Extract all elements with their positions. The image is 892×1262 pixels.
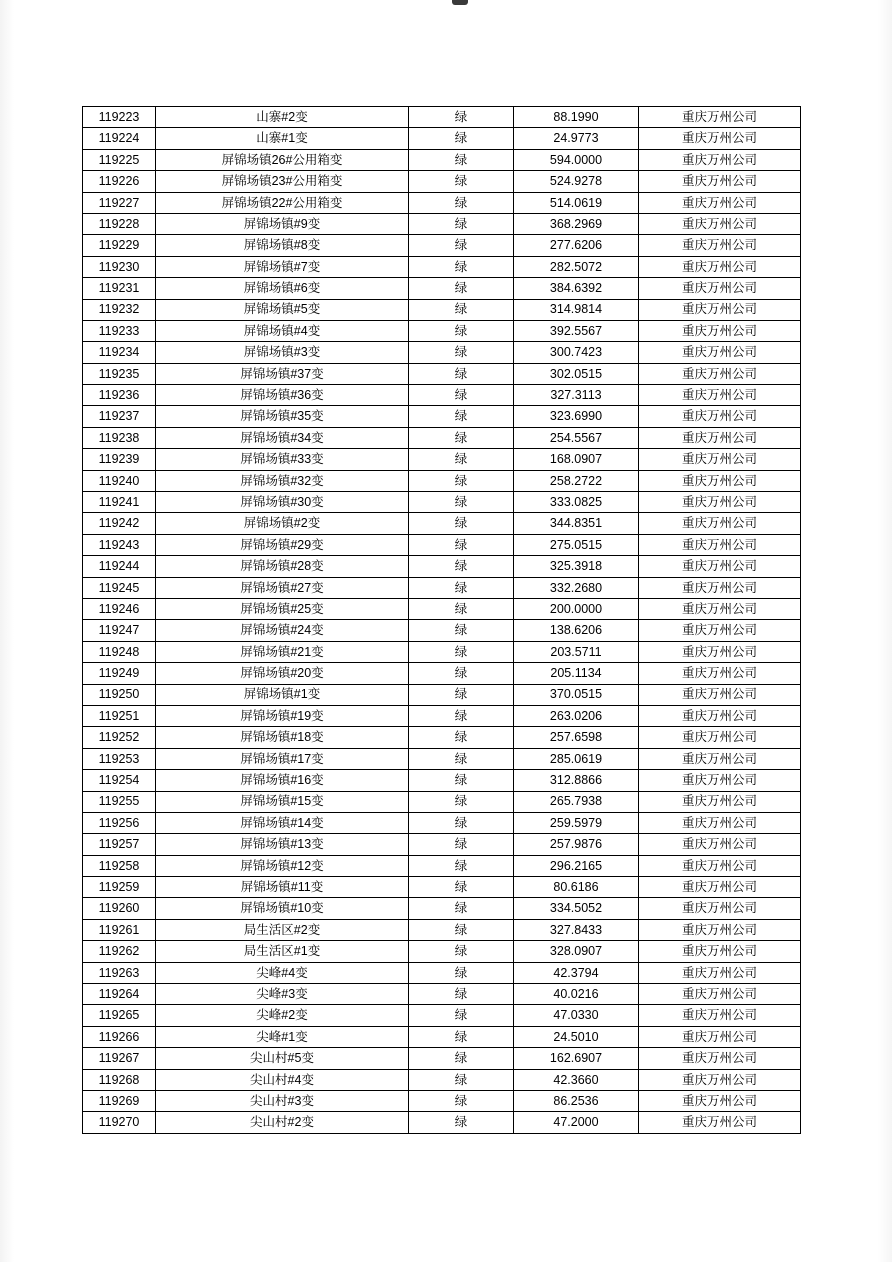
table-row: [83, 278, 801, 299]
table-row: [83, 213, 801, 234]
cell-company: 重庆万州公司: [639, 406, 801, 427]
cell-id: 119249: [83, 663, 156, 684]
cell-name: 屏锦场镇#25变: [156, 598, 409, 619]
cell-value: 254.5567: [514, 427, 639, 448]
cell-company: 重庆万州公司: [639, 235, 801, 256]
cell-value: 285.0619: [514, 748, 639, 769]
cell-status: 绿: [409, 320, 514, 341]
cell-id: 119228: [83, 213, 156, 234]
cell-value: 168.0907: [514, 449, 639, 470]
cell-id: 119232: [83, 299, 156, 320]
cell-company: 重庆万州公司: [639, 855, 801, 876]
cell-status: 绿: [409, 641, 514, 662]
cell-status: 绿: [409, 620, 514, 641]
cell-company: 重庆万州公司: [639, 791, 801, 812]
cell-company: 重庆万州公司: [639, 427, 801, 448]
table-row: [83, 941, 801, 962]
cell-value: 138.6206: [514, 620, 639, 641]
table-row: [83, 342, 801, 363]
table-row: [83, 962, 801, 983]
cell-value: 282.5072: [514, 256, 639, 277]
cell-status: 绿: [409, 235, 514, 256]
cell-status: 绿: [409, 363, 514, 384]
cell-name: 尖山村#5变: [156, 1048, 409, 1069]
cell-company: 重庆万州公司: [639, 620, 801, 641]
cell-value: 257.9876: [514, 834, 639, 855]
cell-company: 重庆万州公司: [639, 1090, 801, 1111]
cell-name: 屏锦场镇#6变: [156, 278, 409, 299]
table-row: [83, 1069, 801, 1090]
cell-company: 重庆万州公司: [639, 941, 801, 962]
table-row: [83, 770, 801, 791]
cell-company: 重庆万州公司: [639, 213, 801, 234]
cell-id: 119256: [83, 812, 156, 833]
cell-status: 绿: [409, 1112, 514, 1133]
cell-name: 屏锦场镇#2变: [156, 513, 409, 534]
cell-name: 屏锦场镇#33变: [156, 449, 409, 470]
cell-name: 屏锦场镇#37变: [156, 363, 409, 384]
cell-company: 重庆万州公司: [639, 342, 801, 363]
cell-company: 重庆万州公司: [639, 770, 801, 791]
table-row: [83, 598, 801, 619]
cell-name: 屏锦场镇#21变: [156, 641, 409, 662]
cell-name: 屏锦场镇#28变: [156, 556, 409, 577]
cell-company: 重庆万州公司: [639, 171, 801, 192]
table-row: [83, 791, 801, 812]
table-row: [83, 855, 801, 876]
cell-id: 119254: [83, 770, 156, 791]
table-row: [83, 492, 801, 513]
cell-value: 80.6186: [514, 877, 639, 898]
cell-value: 323.6990: [514, 406, 639, 427]
cell-company: 重庆万州公司: [639, 256, 801, 277]
cell-id: 119242: [83, 513, 156, 534]
cell-company: 重庆万州公司: [639, 1005, 801, 1026]
cell-company: 重庆万州公司: [639, 107, 801, 128]
cell-id: 119240: [83, 470, 156, 491]
cell-status: 绿: [409, 855, 514, 876]
cell-company: 重庆万州公司: [639, 1026, 801, 1047]
cell-id: 119235: [83, 363, 156, 384]
cell-status: 绿: [409, 1069, 514, 1090]
cell-name: 屏锦场镇#32变: [156, 470, 409, 491]
cell-id: 119269: [83, 1090, 156, 1111]
cell-name: 屏锦场镇#35变: [156, 406, 409, 427]
cell-id: 119248: [83, 641, 156, 662]
cell-status: 绿: [409, 663, 514, 684]
cell-company: 重庆万州公司: [639, 684, 801, 705]
cell-value: 277.6206: [514, 235, 639, 256]
cell-name: 屏锦场镇#27变: [156, 577, 409, 598]
cell-name: 屏锦场镇#3变: [156, 342, 409, 363]
cell-value: 314.9814: [514, 299, 639, 320]
cell-id: 119260: [83, 898, 156, 919]
table-row: [83, 684, 801, 705]
cell-status: 绿: [409, 342, 514, 363]
cell-company: 重庆万州公司: [639, 556, 801, 577]
cell-status: 绿: [409, 470, 514, 491]
cell-company: 重庆万州公司: [639, 727, 801, 748]
table-row: [83, 812, 801, 833]
cell-value: 259.5979: [514, 812, 639, 833]
cell-name: 屏锦场镇26#公用箱变: [156, 149, 409, 170]
cell-company: 重庆万州公司: [639, 449, 801, 470]
cell-value: 47.2000: [514, 1112, 639, 1133]
cell-id: 119246: [83, 598, 156, 619]
cell-name: 屏锦场镇#7变: [156, 256, 409, 277]
cell-value: 275.0515: [514, 534, 639, 555]
cell-id: 119231: [83, 278, 156, 299]
table-row: [83, 641, 801, 662]
cell-status: 绿: [409, 406, 514, 427]
cell-name: 屏锦场镇#36变: [156, 385, 409, 406]
cell-id: 119267: [83, 1048, 156, 1069]
cell-name: 尖峰#3变: [156, 984, 409, 1005]
table-row: [83, 1005, 801, 1026]
cell-name: 屏锦场镇#14变: [156, 812, 409, 833]
cell-company: 重庆万州公司: [639, 1112, 801, 1133]
cell-value: 265.7938: [514, 791, 639, 812]
cell-company: 重庆万州公司: [639, 128, 801, 149]
cell-id: 119239: [83, 449, 156, 470]
cell-id: 119265: [83, 1005, 156, 1026]
cell-value: 327.8433: [514, 919, 639, 940]
cell-status: 绿: [409, 748, 514, 769]
cell-name: 屏锦场镇#19变: [156, 705, 409, 726]
cell-id: 119238: [83, 427, 156, 448]
cell-status: 绿: [409, 107, 514, 128]
cell-company: 重庆万州公司: [639, 470, 801, 491]
cell-value: 296.2165: [514, 855, 639, 876]
table-row: [83, 663, 801, 684]
cell-value: 370.0515: [514, 684, 639, 705]
cell-company: 重庆万州公司: [639, 663, 801, 684]
cell-name: 屏锦场镇#34变: [156, 427, 409, 448]
table-row: [83, 363, 801, 384]
cell-id: 119234: [83, 342, 156, 363]
cell-status: 绿: [409, 128, 514, 149]
cell-id: 119233: [83, 320, 156, 341]
cell-id: 119230: [83, 256, 156, 277]
table-row: [83, 577, 801, 598]
cell-value: 514.0619: [514, 192, 639, 213]
cell-company: 重庆万州公司: [639, 1048, 801, 1069]
table-row: [83, 898, 801, 919]
cell-status: 绿: [409, 812, 514, 833]
cell-status: 绿: [409, 577, 514, 598]
cell-status: 绿: [409, 834, 514, 855]
cell-status: 绿: [409, 278, 514, 299]
cell-company: 重庆万州公司: [639, 984, 801, 1005]
cell-value: 42.3660: [514, 1069, 639, 1090]
cell-value: 257.6598: [514, 727, 639, 748]
cell-name: 屏锦场镇#8变: [156, 235, 409, 256]
cell-status: 绿: [409, 705, 514, 726]
table-row: [83, 513, 801, 534]
table-row: [83, 192, 801, 213]
cell-name: 尖山村#3变: [156, 1090, 409, 1111]
cell-company: 重庆万州公司: [639, 748, 801, 769]
cell-status: 绿: [409, 941, 514, 962]
cell-status: 绿: [409, 492, 514, 513]
cell-status: 绿: [409, 427, 514, 448]
cell-id: 119268: [83, 1069, 156, 1090]
cell-company: 重庆万州公司: [639, 320, 801, 341]
cell-id: 119244: [83, 556, 156, 577]
cell-company: 重庆万州公司: [639, 385, 801, 406]
cell-id: 119253: [83, 748, 156, 769]
cell-id: 119247: [83, 620, 156, 641]
cell-id: 119223: [83, 107, 156, 128]
table-row: [83, 171, 801, 192]
cell-value: 263.0206: [514, 705, 639, 726]
cell-id: 119241: [83, 492, 156, 513]
cell-status: 绿: [409, 256, 514, 277]
cell-status: 绿: [409, 1026, 514, 1047]
cell-value: 312.8866: [514, 770, 639, 791]
cell-name: 屏锦场镇#9变: [156, 213, 409, 234]
cell-company: 重庆万州公司: [639, 278, 801, 299]
cell-company: 重庆万州公司: [639, 598, 801, 619]
cell-status: 绿: [409, 1048, 514, 1069]
cell-id: 119236: [83, 385, 156, 406]
table-row: [83, 1048, 801, 1069]
cell-value: 327.3113: [514, 385, 639, 406]
cell-company: 重庆万州公司: [639, 898, 801, 919]
cell-id: 119259: [83, 877, 156, 898]
cell-name: 屏锦场镇#30变: [156, 492, 409, 513]
cell-company: 重庆万州公司: [639, 834, 801, 855]
cell-id: 119224: [83, 128, 156, 149]
table-row: [83, 470, 801, 491]
cell-value: 40.0216: [514, 984, 639, 1005]
cell-status: 绿: [409, 598, 514, 619]
table-row: [83, 256, 801, 277]
cell-name: 屏锦场镇22#公用箱变: [156, 192, 409, 213]
cell-company: 重庆万州公司: [639, 1069, 801, 1090]
cell-name: 屏锦场镇#12变: [156, 855, 409, 876]
cell-value: 392.5567: [514, 320, 639, 341]
cell-id: 119237: [83, 406, 156, 427]
cell-value: 200.0000: [514, 598, 639, 619]
cell-status: 绿: [409, 791, 514, 812]
cell-name: 屏锦场镇#5变: [156, 299, 409, 320]
table-row: [83, 235, 801, 256]
cell-id: 119252: [83, 727, 156, 748]
table-row: [83, 834, 801, 855]
table-row: [83, 1090, 801, 1111]
cell-id: 119226: [83, 171, 156, 192]
cell-value: 332.2680: [514, 577, 639, 598]
table-row: [83, 406, 801, 427]
cell-value: 328.0907: [514, 941, 639, 962]
table-row: [83, 427, 801, 448]
table-row: [83, 1026, 801, 1047]
table-row: [83, 877, 801, 898]
cell-id: 119261: [83, 919, 156, 940]
cell-company: 重庆万州公司: [639, 641, 801, 662]
cell-value: 302.0515: [514, 363, 639, 384]
table-row: [83, 149, 801, 170]
cell-id: 119255: [83, 791, 156, 812]
table-row: [83, 385, 801, 406]
cell-id: 119250: [83, 684, 156, 705]
cell-company: 重庆万州公司: [639, 577, 801, 598]
table-row: [83, 705, 801, 726]
cell-company: 重庆万州公司: [639, 534, 801, 555]
cell-value: 205.1134: [514, 663, 639, 684]
table-row: [83, 449, 801, 470]
cell-value: 24.9773: [514, 128, 639, 149]
cell-id: 119266: [83, 1026, 156, 1047]
table-row: [83, 919, 801, 940]
cell-name: 屏锦场镇#20变: [156, 663, 409, 684]
cell-value: 86.2536: [514, 1090, 639, 1111]
cell-status: 绿: [409, 149, 514, 170]
cell-name: 屏锦场镇#10变: [156, 898, 409, 919]
cell-status: 绿: [409, 727, 514, 748]
cell-company: 重庆万州公司: [639, 192, 801, 213]
table-row: [83, 128, 801, 149]
cell-name: 尖山村#4变: [156, 1069, 409, 1090]
cell-id: 119243: [83, 534, 156, 555]
cell-name: 屏锦场镇#15变: [156, 791, 409, 812]
cell-status: 绿: [409, 213, 514, 234]
cell-id: 119257: [83, 834, 156, 855]
cell-value: 333.0825: [514, 492, 639, 513]
cell-company: 重庆万州公司: [639, 513, 801, 534]
cell-status: 绿: [409, 919, 514, 940]
cell-name: 屏锦场镇#24变: [156, 620, 409, 641]
cell-status: 绿: [409, 385, 514, 406]
cell-company: 重庆万州公司: [639, 812, 801, 833]
table-row: [83, 299, 801, 320]
cell-name: 屏锦场镇23#公用箱变: [156, 171, 409, 192]
table-row: [83, 320, 801, 341]
cell-name: 屏锦场镇#29变: [156, 534, 409, 555]
cell-id: 119262: [83, 941, 156, 962]
cell-name: 屏锦场镇#13变: [156, 834, 409, 855]
table-row: [83, 984, 801, 1005]
cell-company: 重庆万州公司: [639, 492, 801, 513]
cell-id: 119258: [83, 855, 156, 876]
cell-status: 绿: [409, 299, 514, 320]
cell-status: 绿: [409, 770, 514, 791]
cell-name: 尖峰#2变: [156, 1005, 409, 1026]
cell-status: 绿: [409, 984, 514, 1005]
cell-name: 尖峰#4变: [156, 962, 409, 983]
cell-status: 绿: [409, 556, 514, 577]
cell-value: 368.2969: [514, 213, 639, 234]
cell-value: 524.9278: [514, 171, 639, 192]
cell-status: 绿: [409, 171, 514, 192]
cell-name: 屏锦场镇#1变: [156, 684, 409, 705]
cell-value: 162.6907: [514, 1048, 639, 1069]
cell-company: 重庆万州公司: [639, 149, 801, 170]
cell-company: 重庆万州公司: [639, 962, 801, 983]
cell-value: 258.2722: [514, 470, 639, 491]
cell-name: 尖峰#1变: [156, 1026, 409, 1047]
cell-status: 绿: [409, 1005, 514, 1026]
cell-value: 24.5010: [514, 1026, 639, 1047]
cell-name: 局生活区#2变: [156, 919, 409, 940]
cell-status: 绿: [409, 877, 514, 898]
cell-status: 绿: [409, 898, 514, 919]
cell-company: 重庆万州公司: [639, 363, 801, 384]
cell-value: 203.5711: [514, 641, 639, 662]
cell-name: 局生活区#1变: [156, 941, 409, 962]
cell-value: 384.6392: [514, 278, 639, 299]
cell-status: 绿: [409, 684, 514, 705]
cell-status: 绿: [409, 513, 514, 534]
table-row: [83, 1112, 801, 1133]
cell-status: 绿: [409, 534, 514, 555]
cell-value: 42.3794: [514, 962, 639, 983]
cell-name: 屏锦场镇#16变: [156, 770, 409, 791]
cell-id: 119263: [83, 962, 156, 983]
cell-name: 屏锦场镇#4变: [156, 320, 409, 341]
table-row: [83, 534, 801, 555]
cell-name: 屏锦场镇#11变: [156, 877, 409, 898]
table-row: [83, 556, 801, 577]
cell-id: 119227: [83, 192, 156, 213]
table-row: [83, 727, 801, 748]
cell-value: 88.1990: [514, 107, 639, 128]
cell-value: 325.3918: [514, 556, 639, 577]
cell-name: 屏锦场镇#18变: [156, 727, 409, 748]
cell-id: 119225: [83, 149, 156, 170]
cell-status: 绿: [409, 962, 514, 983]
cell-name: 山寨#1变: [156, 128, 409, 149]
cell-company: 重庆万州公司: [639, 299, 801, 320]
table-row: [83, 107, 801, 128]
cell-status: 绿: [409, 192, 514, 213]
cell-name: 尖山村#2变: [156, 1112, 409, 1133]
table-body: [83, 107, 801, 1134]
cell-company: 重庆万州公司: [639, 705, 801, 726]
cell-id: 119245: [83, 577, 156, 598]
cell-value: 300.7423: [514, 342, 639, 363]
page-edge-artifact: [452, 0, 468, 5]
cell-company: 重庆万州公司: [639, 877, 801, 898]
cell-name: 山寨#2变: [156, 107, 409, 128]
table-row: [83, 748, 801, 769]
cell-value: 334.5052: [514, 898, 639, 919]
transformer-data-table: [82, 106, 801, 1134]
cell-name: 屏锦场镇#17变: [156, 748, 409, 769]
table-row: [83, 620, 801, 641]
cell-id: 119264: [83, 984, 156, 1005]
cell-id: 119270: [83, 1112, 156, 1133]
cell-value: 594.0000: [514, 149, 639, 170]
cell-status: 绿: [409, 449, 514, 470]
cell-id: 119229: [83, 235, 156, 256]
cell-value: 344.8351: [514, 513, 639, 534]
cell-status: 绿: [409, 1090, 514, 1111]
cell-value: 47.0330: [514, 1005, 639, 1026]
cell-id: 119251: [83, 705, 156, 726]
cell-company: 重庆万州公司: [639, 919, 801, 940]
